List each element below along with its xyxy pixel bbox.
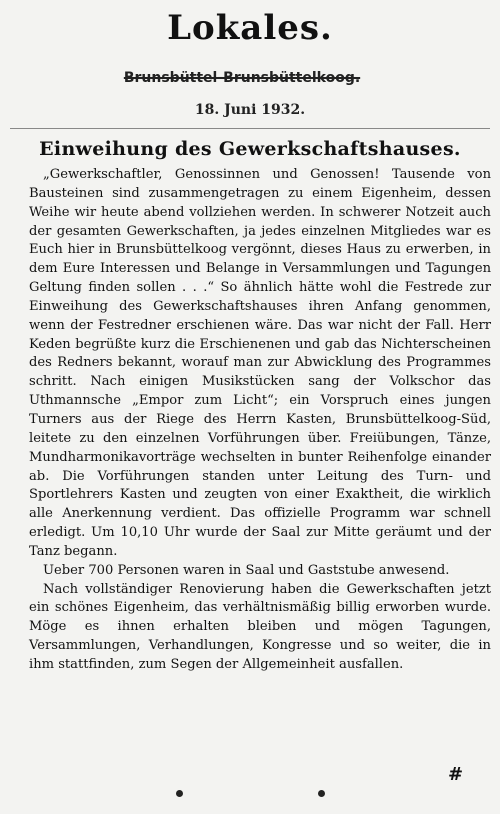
article-title: Einweihung des Gewerkschaftshauses. [39, 138, 461, 160]
print-speck [176, 790, 183, 797]
article-paragraph: Nach vollständiger Renovierung haben die Gewerkschaften jetzt ein schönes Eigenheim, das verhältnismäßig billig erworben wurde. Möge es ihnen erhalten bleiben und mögen Tagungen, Versammlungen, Verhandlungen, Kongresse und so weiter, die in ihm stattfinden, zum Segen der Allgemeinheit ausfallen. [29, 581, 491, 672]
article-body [29, 166, 491, 675]
article-paragraph: „Gewerkschaftler, Genossinnen und Genossen! Tausende von Bausteinen sind zusammengetragen zu einem Eigenheim, dessen Weihe wir heute abend vollziehen werden. In schwerer Notzeit auch der gesamten Gewerkschaften, ja jedes einzelnen Mitgliedes war es Euch hier in Brunsbüttelkoog vergönnt, dieses Haus zu erwerben, in dem Eure Interessen und Belange in Versammlungen und Tagungen Geltung finden sollen . . .“ So ähnlich hätte wohl die Festrede zur Einweihung des Gewerkschaftshauses ihren Anfang genommen, wenn der Festredner erschienen wäre. Das war nicht der Fall. Herr Keden begrüßte kurz die Erschienenen und gab das Nichterscheinen des Redners bekannt, worauf man zur Abwicklung des Programmes schritt. Nach einigen Musikstücken sang der Volkschor das Uthmannsche „Empor zum Licht“; ein Vorspruch eines jungen Turners aus der Riege des Herrn Kasten, Brunsbüttelkoog-Süd, leitete zu den einzelnen Vorführungen über. Freiübungen, Tänze, Mundharmonikavorträge wechselten in bunter Reihenfolge einander ab. Die Vorführungen standen unter Leitung des Turn- und Sportlehrers Kasten und zeugten von einer Exaktheit, die wirklich alle Anerkennung verdient. Das offizielle Programm war schnell erledigt. Um 10,10 Uhr wurde der Saal zur Mitte geräumt und der Tanz begann. [29, 167, 491, 559]
print-speck [318, 790, 325, 797]
section-title: Lokales. [167, 8, 333, 48]
dateline: 18. Juni 1932. [194, 102, 306, 118]
divider [10, 128, 490, 129]
place-subheading: Brunsbüttel-Brunsbüttelkoog. [123, 70, 361, 86]
article-paragraph: Ueber 700 Personen waren in Saal und Gaststube anwesend. [43, 562, 450, 578]
end-mark: # [448, 764, 464, 785]
